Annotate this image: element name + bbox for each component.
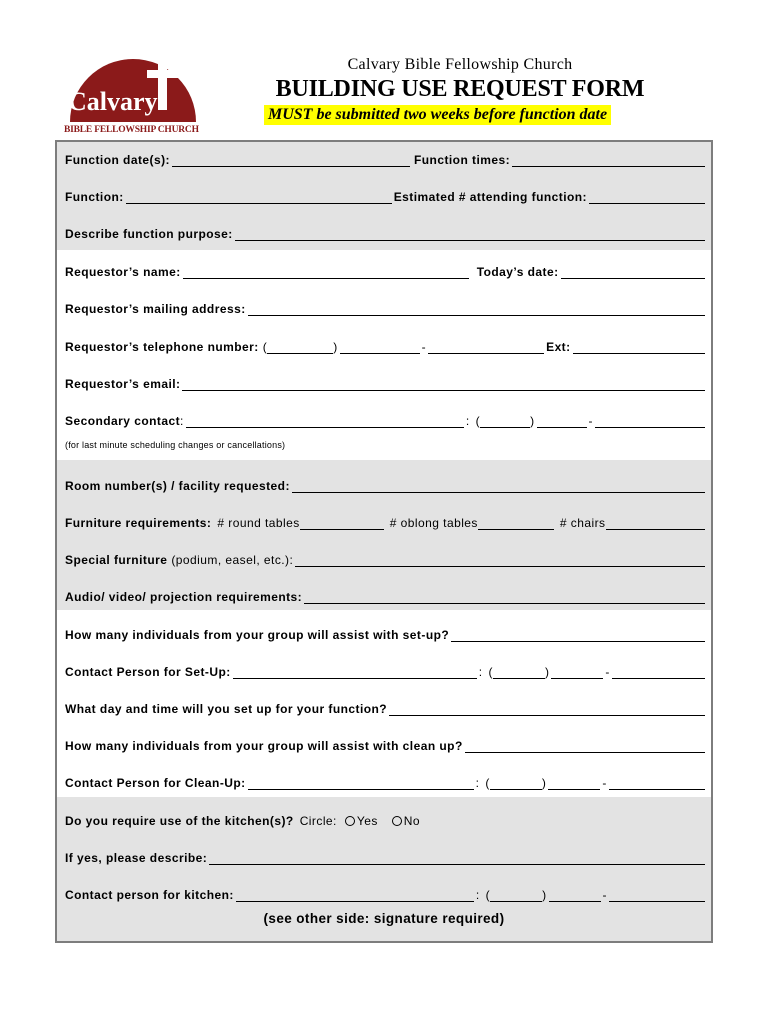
oblong-tables-field[interactable] [478, 515, 554, 530]
room-numbers-field[interactable] [292, 478, 705, 493]
av-requirements-field[interactable] [304, 589, 705, 604]
cleanup-area-code-field[interactable] [490, 775, 542, 790]
secondary-contact-label: Secondary contact [65, 414, 181, 428]
kitchen-describe-label: If yes, please describe: [65, 851, 208, 865]
secondary-dash: - [588, 414, 593, 428]
kitchen-contact-label: Contact person for kitchen: [65, 888, 234, 902]
cleanup-dash: - [602, 776, 607, 790]
mailing-address-field[interactable] [248, 301, 705, 316]
function-times-field[interactable] [512, 152, 705, 167]
setup-count-field[interactable] [451, 627, 705, 642]
todays-date-label: Today’s date: [476, 265, 559, 279]
secondary-open-paren: ( [475, 414, 481, 428]
no-radio[interactable] [392, 816, 402, 826]
row-furniture [65, 508, 707, 530]
phone-open-paren: ( [262, 340, 268, 354]
room-numbers-label: Room number(s) / facility requested: [65, 479, 290, 493]
function-dates-field[interactable] [172, 152, 410, 167]
ext-field[interactable] [573, 339, 705, 354]
requestor-name-field[interactable] [183, 264, 469, 279]
setup-day-time-field[interactable] [389, 701, 705, 716]
row-kitchen-question [65, 806, 707, 828]
secondary-close-paren: ) [530, 414, 535, 428]
kitchen-number-field[interactable] [609, 887, 705, 902]
requestor-name-label: Requestor’s name: [65, 265, 181, 279]
oblong-tables-label: # oblong tables [389, 516, 478, 530]
phone-prefix-field[interactable] [340, 339, 420, 354]
purpose-label: Describe function purpose: [65, 227, 233, 241]
form-title: BUILDING USE REQUEST FORM [275, 76, 645, 102]
setup-count-label: How many individuals from your group will assist with set-up? [65, 628, 450, 642]
phone-number-field[interactable] [428, 339, 544, 354]
setup-number-field[interactable] [612, 664, 705, 679]
circle-label: Circle: [299, 814, 337, 828]
row-kitchen-contact [65, 880, 707, 902]
function-label: Function: [65, 190, 124, 204]
kitchen-describe-field[interactable] [209, 850, 705, 865]
signature-note: (see other side: signature required) [263, 911, 505, 926]
setup-area-code-field[interactable] [493, 664, 545, 679]
round-tables-label: # round tables [217, 516, 300, 530]
setup-prefix-field[interactable] [551, 664, 603, 679]
cleanup-number-field[interactable] [609, 775, 705, 790]
yes-radio[interactable] [345, 816, 355, 826]
church-logo [58, 44, 208, 134]
function-dates-label: Function date(s): [65, 153, 170, 167]
setup-dash: - [605, 665, 610, 679]
purpose-field[interactable] [235, 226, 705, 241]
row-mailing-address [65, 294, 707, 316]
phone-close-paren: ) [333, 340, 338, 354]
kitchen-question-label: Do you require use of the kitchen(s)? [65, 814, 294, 828]
furniture-label: Furniture requirements: [65, 516, 212, 530]
svg-text:Calvary: Calvary [68, 87, 158, 116]
setup-contact-field[interactable] [233, 664, 477, 679]
special-furniture-label: Special furniture [65, 553, 168, 567]
svg-text:BIBLE FELLOWSHIP CHURCH: BIBLE FELLOWSHIP CHURCH [64, 125, 199, 134]
setup-day-time-label: What day and time will you set up for your function? [65, 702, 388, 716]
kitchen-area-code-field[interactable] [490, 887, 542, 902]
ext-label: Ext: [546, 340, 571, 354]
secondary-colon: : [180, 414, 184, 428]
cleanup-contact-field[interactable] [248, 775, 474, 790]
cleanup-prefix-field[interactable] [548, 775, 600, 790]
setup-contact-label: Contact Person for Set-Up: [65, 665, 231, 679]
no-label: No [403, 814, 421, 828]
special-furniture-field[interactable] [295, 552, 705, 567]
mailing-address-label: Requestor’s mailing address: [65, 302, 246, 316]
secondary-area-code-field[interactable] [480, 413, 530, 428]
av-requirements-label: Audio/ video/ projection requirements: [65, 590, 303, 604]
row-cleanup-contact [65, 768, 707, 790]
row-email [65, 369, 707, 391]
telephone-label: Requestor’s telephone number: [65, 340, 259, 354]
row-setup-contact [65, 657, 707, 679]
row-setup-day-time [65, 694, 707, 716]
round-tables-field[interactable] [300, 515, 384, 530]
yes-label: Yes [356, 814, 378, 828]
chairs-field[interactable] [606, 515, 705, 530]
row-function [65, 182, 707, 204]
setup-open-paren: ( [488, 665, 493, 679]
setup-close-paren: ) [544, 665, 550, 679]
function-times-label: Function times: [413, 153, 511, 167]
chairs-label: # chairs [559, 516, 606, 530]
cleanup-count-label: How many individuals from your group will assist with clean up? [65, 739, 463, 753]
cleanup-count-field[interactable] [465, 738, 705, 753]
cleanup-close-paren: ) [541, 776, 547, 790]
secondary-colon-2: : [465, 414, 470, 428]
kitchen-dash: - [602, 888, 607, 902]
row-cleanup-count [65, 731, 707, 753]
kitchen-contact-field[interactable] [236, 887, 474, 902]
todays-date-field[interactable] [561, 264, 705, 279]
church-name: Calvary Bible Fellowship Church [347, 56, 573, 73]
email-field[interactable] [182, 376, 705, 391]
secondary-contact-field[interactable] [186, 413, 464, 428]
row-purpose [65, 219, 707, 241]
cleanup-contact-label: Contact Person for Clean-Up: [65, 776, 246, 790]
row-setup-count [65, 620, 707, 642]
row-kitchen-describe [65, 843, 707, 865]
setup-colon: : [478, 665, 483, 679]
kitchen-open-paren: ( [485, 888, 491, 902]
phone-area-code-field[interactable] [267, 339, 333, 354]
deadline-note: MUST be submitted two weeks before function date [264, 105, 611, 125]
function-field[interactable] [126, 189, 392, 204]
row-telephone [65, 332, 707, 354]
row-av-requirements [65, 582, 707, 604]
row-function-dates [65, 145, 707, 167]
kitchen-close-paren: ) [542, 888, 547, 902]
cleanup-colon: : [475, 776, 480, 790]
kitchen-prefix-field[interactable] [549, 887, 601, 902]
row-secondary-contact [65, 406, 707, 428]
secondary-prefix-field[interactable] [537, 413, 587, 428]
email-label: Requestor’s email: [65, 377, 181, 391]
phone-dash: - [421, 340, 427, 354]
form-box [55, 140, 713, 943]
row-special-furniture [65, 545, 707, 567]
cleanup-open-paren: ( [485, 776, 490, 790]
secondary-number-field[interactable] [595, 413, 705, 428]
estimated-attending-label: Estimated # attending function: [393, 190, 587, 204]
special-furniture-hint: (podium, easel, etc.): [171, 553, 294, 567]
kitchen-colon: : [475, 888, 480, 902]
row-room-numbers [65, 471, 707, 493]
secondary-contact-note: (for last minute scheduling changes or cancellations) [65, 440, 286, 450]
row-requestor-name [65, 257, 707, 279]
estimated-attending-field[interactable] [589, 189, 705, 204]
